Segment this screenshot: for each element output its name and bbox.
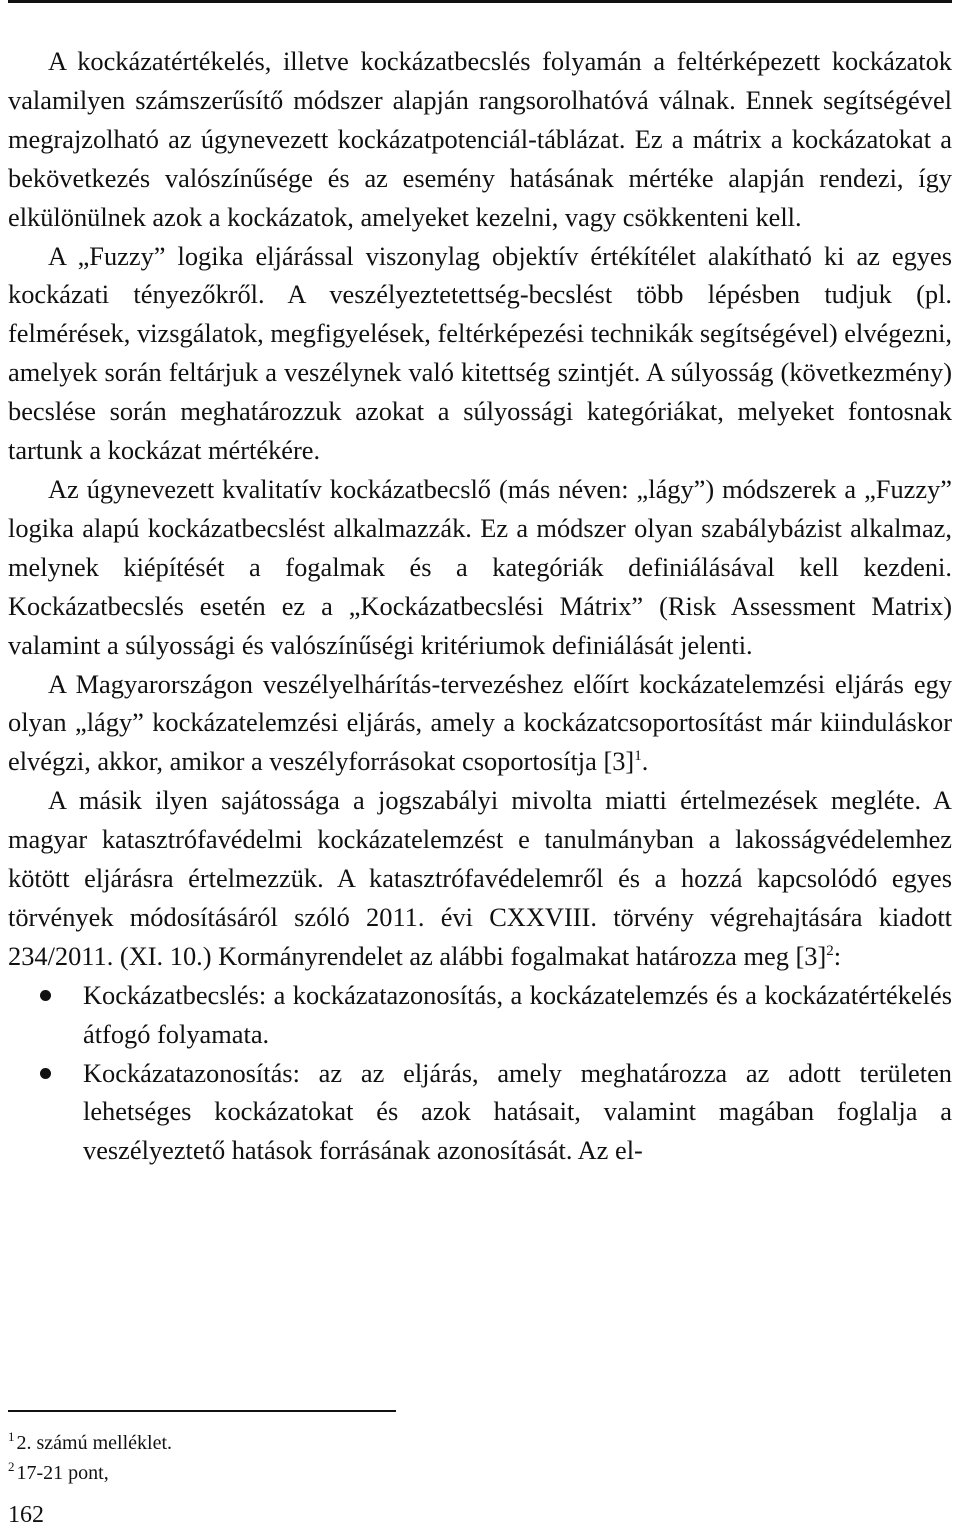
paragraph-3: Az úgynevezett kvalitatív kockázatbecslő (más néven: „lágy”) módszerek a „Fuzzy” logika alapú kockázatbecslést alkalmazzák. Ez a módszer olyan szabálybázist alkalmaz, melynek kiépítését a fogalmak és a kategóriák definiálásával kell kezdeni. Kockázatbecslés esetén ez a „Kockázatbecslési Mátrix” (Risk Assessment Matrix) valamint a súlyossági és valószínűségi kritériumok definiálását jelenti. (8, 473, 952, 660)
footnote-mark: 2 (8, 1459, 15, 1475)
footnotes (8, 1428, 172, 1488)
footnote-1 (8, 1428, 172, 1458)
paragraph-5-end: : (833, 940, 842, 971)
footnote-2 (8, 1458, 172, 1488)
list-item (8, 1054, 952, 1171)
footnote-separator (8, 1410, 396, 1412)
paragraph-5-text: A másik ilyen sajátossága a jogszabályi mivolta miatti értelmezések megléte. A magyar katasztrófavédelmi kockázatelemzést e tanulmányban a lakosságvédelemhez kötött eljárásra értelmezzük. A katasztrófavédelemről és a hozzá kapcsolódó egyes törvények módosításáról szóló 2011. évi CXXVIII. törvény végrehajtására kiadott 234/2011. (XI. 10.) Kormányrendelet az alábbi fogalmakat határozza meg [3] (8, 785, 952, 971)
paragraph-2: A „Fuzzy” logika eljárással viszonylag objektív értékítélet alakítható ki az egyes kockázati tényezőkről. A veszélyeztetettség-becslést több lépésben tudjuk (pl. felmérések, vizsgálatok, megfigyelések, feltérképezési technikák segítségével) elvégezni, amelyek során feltárjuk a veszélynek való kitettség szintjét. A súlyosság (következmény) becslése során meghatározzuk azokat a súlyossági kategóriákat, melyeket fontosnak tartunk a kockázat mértékére. (8, 240, 952, 466)
definition-list (8, 976, 952, 1171)
bullet-dot-icon (40, 990, 51, 1001)
list-item (8, 976, 952, 1054)
list-item-text: Kockázatazonosítás: az az eljárás, amely meghatározza az adott területen lehetséges kockázatokat és azok hatásait, valamint magában foglalja a veszélyeztető hatások forrásának azonosítását. Az el- (83, 1057, 952, 1166)
paragraph-4 (8, 665, 952, 782)
footnote-ref-2[interactable]: 2 (826, 943, 834, 960)
footnote-text: 17-21 pont, (16, 1462, 109, 1484)
footnote-mark: 1 (8, 1429, 15, 1445)
page-body (8, 42, 952, 1170)
list-item-text: Kockázatbecslés: a kockázatazonosítás, a kockázatelemzés és a kockázatértékelés átfogó folyamata. (83, 979, 952, 1049)
paragraph-5 (8, 781, 952, 976)
paragraph-4-text: A Magyarországon veszélyelhárítás-tervezéshez előírt kockázatelemzési eljárás egy olyan „lágy” kockázatelemzési eljárás, amely a kockázatcsoportosítást már kiinduláskor elvégzi, akkor, amikor a veszélyforrásokat csoportosítja [3] (8, 668, 952, 777)
page-number: 162 (8, 1502, 44, 1528)
top-rule (8, 0, 952, 3)
footnote-ref-1[interactable]: 1 (634, 748, 642, 765)
paragraph-1: A kockázatértékelés, illetve kockázatbecslés folyamán a feltérképezett kockázatok valamilyen számszerűsítő módszer alapján rangsorolhatóvá válnak. Ennek segítségével megrajzolható az úgynevezett kockázatpotenciál-táblázat. Ez a mátrix a kockázatokat a bekövetkezés valószínűsége és az esemény hatásának mértéke alapján rendezi, így elkülönülnek azok a kockázatok, amelyeket kezelni, vagy csökkenteni kell. (8, 46, 952, 232)
footnote-text: 2. számú melléklet. (16, 1432, 173, 1454)
bullet-dot-icon (40, 1068, 51, 1079)
paragraph-4-end: . (641, 746, 649, 777)
